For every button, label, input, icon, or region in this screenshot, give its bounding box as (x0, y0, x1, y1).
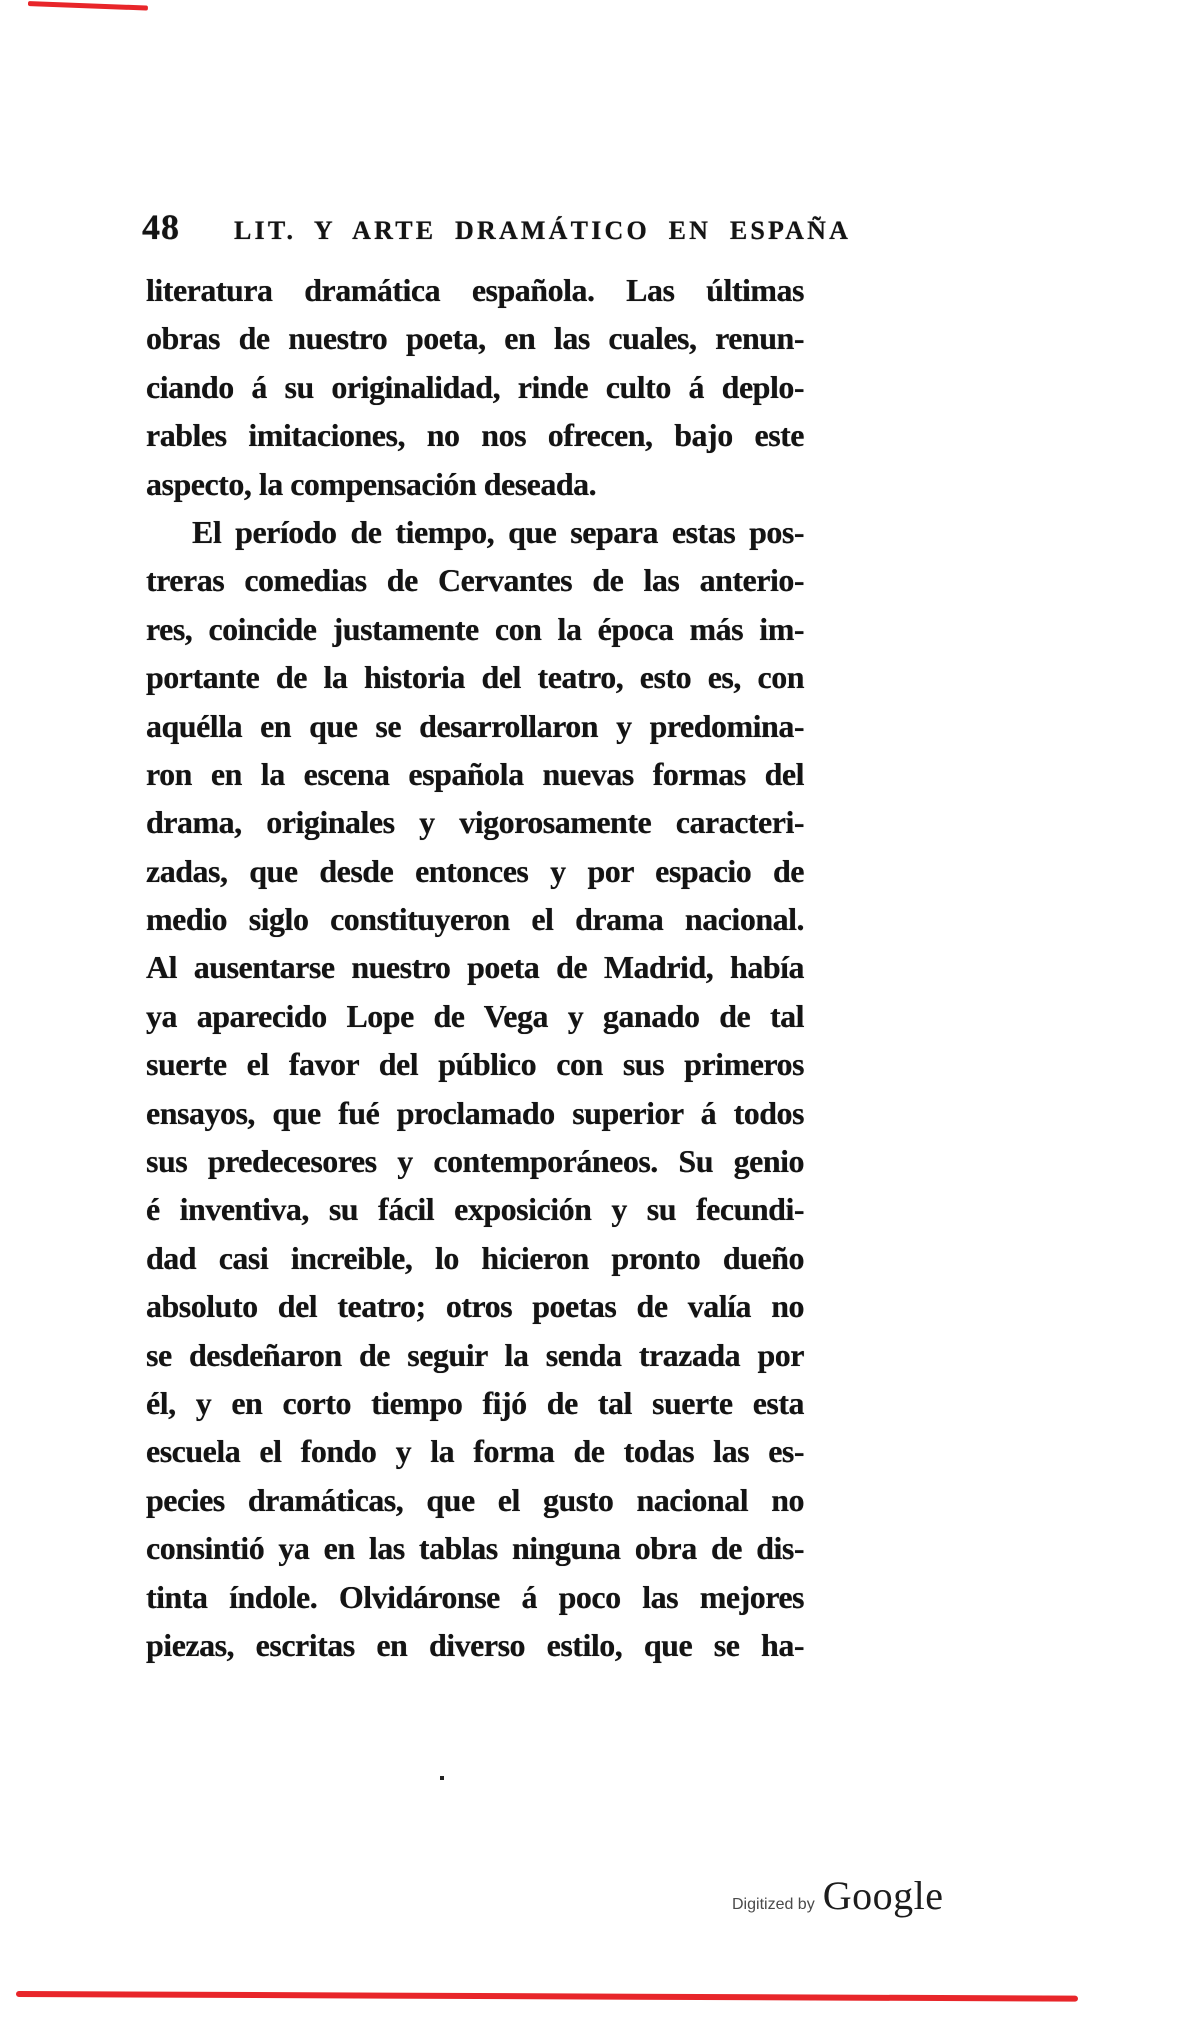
body-text-block (146, 266, 804, 1669)
text-line: consintió ya en las tablas ninguna obra de dis- (146, 1530, 804, 1567)
text-line: pecies dramáticas, que el gusto nacional no (146, 1481, 804, 1518)
text-line: se desdeñaron de seguir la senda trazada por (146, 1336, 804, 1373)
text-line: res, coincide justamente con la época más im- (146, 610, 804, 647)
text-line: medio siglo constituyeron el drama nacional. (146, 901, 804, 938)
text-line: rables imitaciones, no nos ofrecen, bajo este (146, 417, 804, 454)
text-line: ensayos, que fué proclamado superior á todos (146, 1094, 804, 1131)
text-line: zadas, que desde entonces y por espacio de (146, 852, 804, 889)
text-line: sus predecesores y contemporáneos. Su genio (146, 1143, 804, 1180)
text-line: aspecto, la compensación deseada. (146, 465, 597, 502)
text-line: Al ausentarse nuestro poeta de Madrid, había (146, 949, 804, 986)
text-line: aquélla en que se desarrollaron y predomina- (146, 707, 804, 744)
text-line: absoluto del teatro; otros poetas de valía no (146, 1288, 804, 1325)
text-line: tinta índole. Olvidáronse á poco las mejores (146, 1578, 804, 1615)
text-line: suerte el favor del público con sus primeros (146, 1046, 804, 1083)
page-number: 48 (142, 207, 180, 247)
ink-speck (440, 1776, 444, 1780)
digitization-credit (732, 1872, 943, 1919)
text-line: escuela el fondo y la forma de todas las es- (146, 1433, 804, 1470)
text-line: treras comedias de Cervantes de las anterio- (146, 562, 804, 599)
text-line: obras de nuestro poeta, en las cuales, renun- (146, 320, 804, 357)
text-line: ciando á su originalidad, rinde culto á deplo- (146, 368, 804, 405)
red-scan-artifact-bottom (16, 1991, 1078, 2002)
text-line: ya aparecido Lope de Vega y ganado de tal (146, 997, 804, 1034)
red-scan-artifact-top (28, 1, 148, 11)
text-line: dad casi increible, lo hicieron pronto dueño (146, 1239, 804, 1276)
text-line: literatura dramática española. Las últimas (146, 272, 804, 308)
text-line: piezas, escritas en diverso estilo, que se ha- (146, 1626, 804, 1663)
text-line: é inventiva, su fácil exposición y su fecundi- (146, 1191, 804, 1228)
text-line: El período de tiempo, que separa estas pos- (192, 513, 804, 550)
text-line: portante de la historia del teatro, esto es, con (146, 659, 804, 696)
text-line: ron en la escena española nuevas formas del (146, 755, 804, 792)
running-title: LIT. Y ARTE DRAMÁTICO EN ESPAÑA (234, 216, 852, 245)
running-head (142, 206, 864, 248)
google-logo: Google (822, 1873, 944, 1918)
text-line: él, y en corto tiempo fijó de tal suerte esta (146, 1384, 804, 1421)
digitized-by-label: Digitized by (732, 1896, 815, 1913)
text-line: drama, originales y vigorosamente caracteri- (146, 804, 804, 841)
